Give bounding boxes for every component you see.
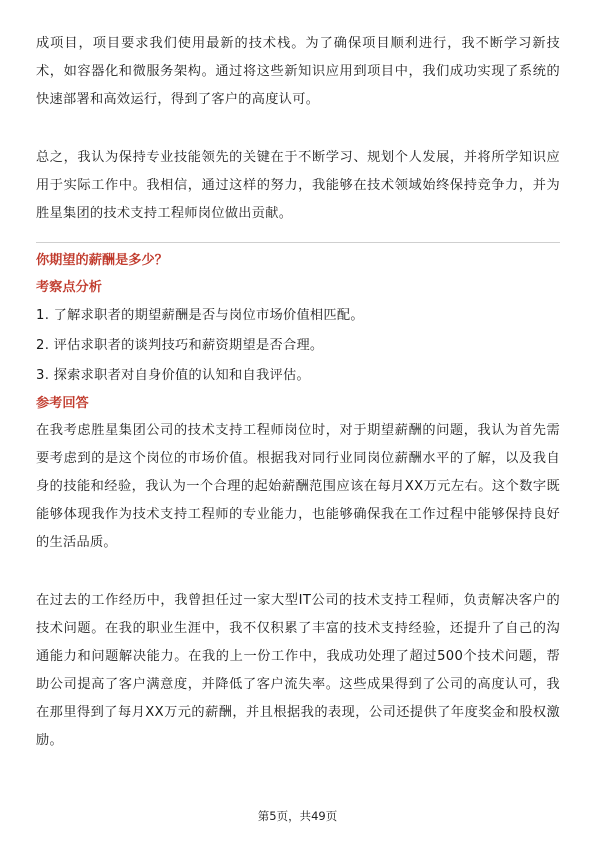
analysis-item-2: 2. 评估求职者的谈判技巧和薪资期望是否合理。 [36,338,324,353]
intro-paragraph-2: 总之，我认为保持专业技能领先的关键在于不断学习、规划个人发展，并将所学知识应用于实际工作中。我相信，通过这样的努力，我能够在技术领域始终保持竞争力，并为胜星集团的技术支持工程师岗位做出贡献。 [36,150,560,221]
answer-heading: 参考回答 [36,396,89,411]
intro-paragraph-1: 成项目，项目要求我们使用最新的技术栈。为了确保项目顺利进行，我不断学习新技术，如容器化和微服务架构。通过将这些新知识应用到项目中，我们成功实现了系统的快速部署和高效运行，得到了客户的高度认可。 [36,36,560,107]
question-title: 你期望的薪酬是多少？ [36,253,168,268]
analysis-item-1: 1. 了解求职者的期望薪酬是否与岗位市场价值相匹配。 [36,308,364,323]
document-page [36,30,560,755]
analysis-heading: 考察点分析 [36,280,102,295]
answer-paragraph-1: 在我考虑胜星集团公司的技术支持工程师岗位时，对于期望薪酬的问题，我认为首先需要考虑到的是这个岗位的市场价值。根据我对同行业同岗位薪酬水平的了解，以及我自身的技能和经验，我认为一个合理的起始薪酬范围应该在每月XX万元左右。这个数字既能够体现我作为技术支持工程师的专业能力，也能够确保我在工作过程中能够保持良好的生活品质。 [36,423,560,550]
section-divider [36,242,560,243]
analysis-item-3: 3. 探索求职者对自身价值的认知和自我评估。 [36,368,310,383]
paragraph-spacer [36,114,560,144]
page-number-footer: 第5页，共49页 [257,809,338,823]
paragraph-spacer [36,557,560,587]
answer-paragraph-2: 在过去的工作经历中，我曾担任过一家大型IT公司的技术支持工程师，负责解决客户的技术问题。在我的职业生涯中，我不仅积累了丰富的技术支持经验，还提升了自己的沟通能力和问题解决能力。在我的上一份工作中，我成功处理了超过500个技术问题，帮助公司提高了客户满意度，并降低了客户流失率。这些成果得到了公司的高度认可，我在那里得到了每月XX万元的薪酬，并且根据我的表现，公司还提供了年度奖金和股权激励。 [36,593,560,748]
